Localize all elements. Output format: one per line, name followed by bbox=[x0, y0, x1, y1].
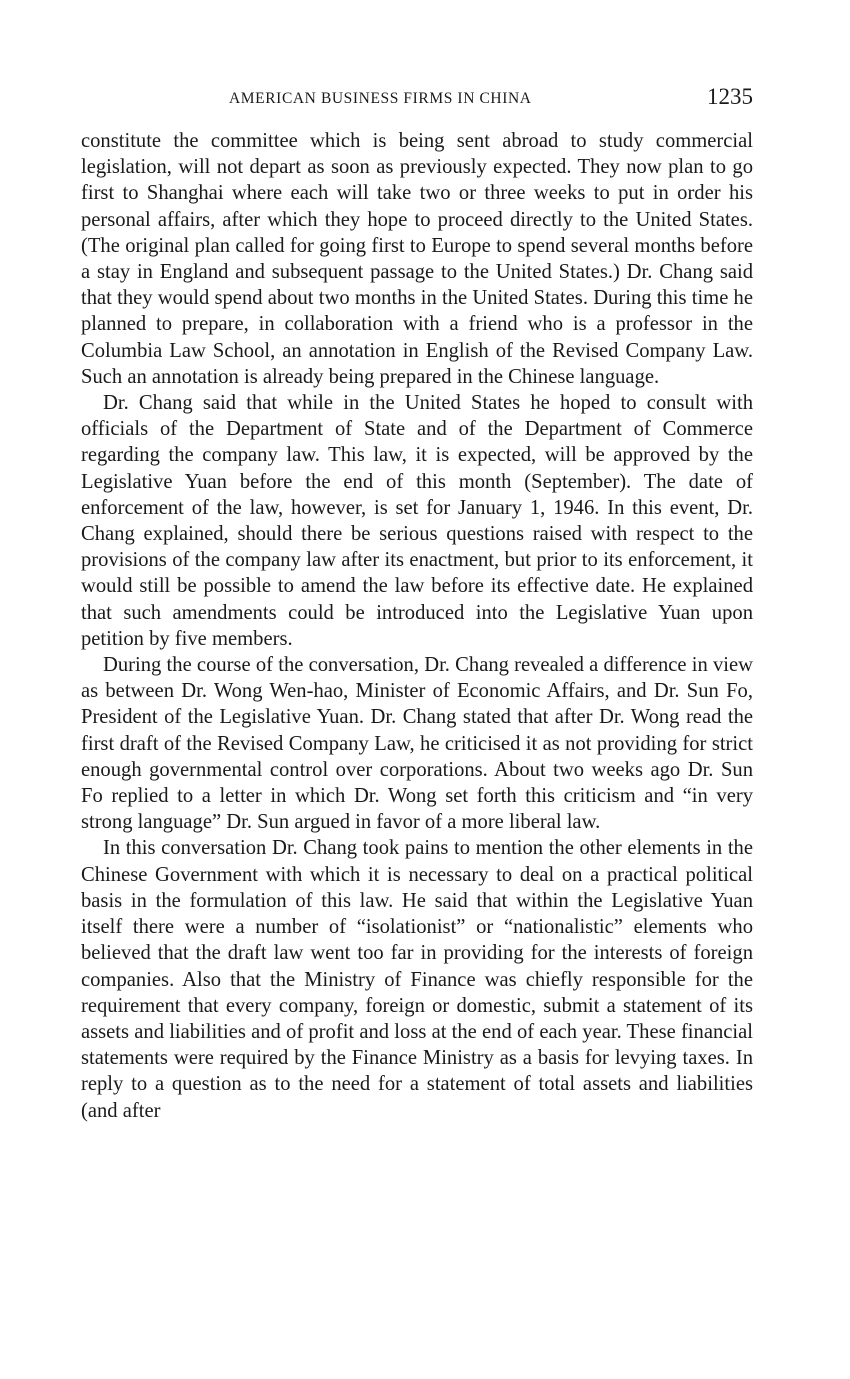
paragraph: During the course of the conversation, Dr. Chang revealed a difference in view as between Dr. Wong Wen-hao, Minister of Economic Affairs, and Dr. Sun Fo, President of the Legislative Yuan. Dr. Chang stated that after Dr. Wong read the first draft of the Revised Company Law, he criticised it as not providing for strict enough governmental control over corporations. About two weeks ago Dr. Sun Fo replied to a letter in which Dr. Wong set forth this criticism and “in very strong language” Dr. Sun argued in favor of a more liberal law. bbox=[81, 654, 753, 834]
running-title: AMERICAN BUSINESS FIRMS IN CHINA bbox=[229, 90, 532, 107]
running-head bbox=[81, 84, 753, 116]
page-number: 1235 bbox=[707, 84, 753, 109]
paragraph-continuation: constitute the committee which is being sent abroad to study commercial legislation, will not depart as soon as previously expected. They now plan to go first to Shanghai where each will take two or three weeks to put in order his personal affairs, after which they hope to proceed directly to the United States. (The original plan called for going first to Europe to spend several months before a stay in England and subsequent passage to the United States.) Dr. Chang said that they would spend about two months in the United States. During this time he planned to prepare, in collaboration with a friend who is a professor in the Columbia Law School, an annotation in English of the Revised Company Law. Such an annotation is already being prepared in the Chinese language. bbox=[81, 130, 753, 388]
paragraph: In this conversation Dr. Chang took pains to mention the other elements in the Chinese Government with which it is necessary to deal on a practical political basis in the formulation of this law. He said that within the Legislative Yuan itself there were a number of “isolationist” or “nationalistic” elements who believed that the draft law went too far in providing for the interests of foreign companies. Also that the Ministry of Finance was chiefly responsible for the requirement that every company, foreign or domestic, submit a statement of its assets and liabilities and of profit and loss at the end of each year. These financial statements were required by the Finance Ministry as a basis for levying taxes. In reply to a question as to the need for a statement of total assets and liabilities (and after bbox=[81, 837, 753, 1122]
paragraph: Dr. Chang said that while in the United States he hoped to consult with officials of the Department of State and of the Department of Commerce regarding the company law. This law, it is expected, will be approved by the Legislative Yuan before the end of this month (September). The date of enforcement of the law, however, is set for January 1, 1946. In this event, Dr. Chang explained, should there be serious questions raised with respect to the provisions of the company law after its enactment, but prior to its enforcement, it would still be possible to amend the law before its effective date. He explained that such amendments could be introduced into the Legislative Yuan upon petition by five members. bbox=[81, 392, 753, 650]
body-text bbox=[81, 128, 753, 1124]
